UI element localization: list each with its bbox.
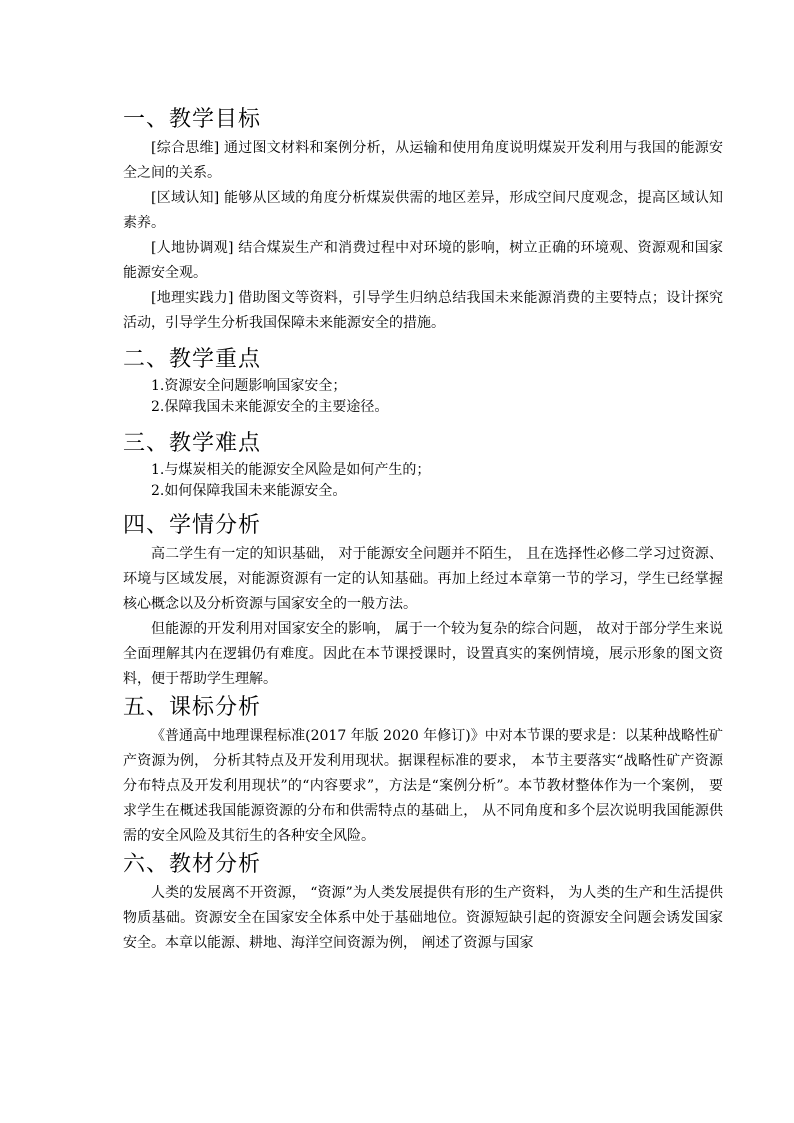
section-title: 一、教学目标: [123, 107, 262, 132]
section-curriculum-standard-analysis: [123, 692, 723, 849]
paragraph: [区域认知] 能够从区域的角度分析煤炭供需的地区差异，形成空间尺度观念，提高区域认知素养。: [123, 190, 723, 231]
section-textbook-analysis: [123, 849, 723, 956]
section-learner-analysis: [123, 510, 723, 692]
paragraph: [人地协调观] 结合煤炭生产和消费过程中对环境的影响，树立正确的环境观、资源观和国家能源安全观。: [123, 240, 723, 281]
document-content: [123, 104, 723, 956]
paragraph: [地理实践力] 借助图文等资料，引导学生归纳总结我国未来能源消费的主要特点；设计探究活动，引导学生分析我国保障未来能源安全的措施。: [123, 290, 723, 331]
section-title: 五、课标分析: [123, 695, 262, 720]
paragraph: 高二学生有一定的知识基础， 对于能源安全问题并不陌生， 且在选择性必修二学习过资源、环境与区域发展，对能源资源有一定的认知基础。再加上经过本章第一节的学习，学生已经掌握核心概念以及分析资源与国家安全的一般方法。: [123, 546, 723, 612]
paragraph: 《普通高中地理课程标准(2017 年版 2020 年修订)》中对本节课的要求是：以某种战略性矿产资源为例， 分析其特点及开发利用现状。据课程标准的要求， 本节主要落实“战略性矿产资源分布特点及开发利用现状”的“内容要求”，方法是“案例分析”。本节教材整体作为一个案例， 要求学生在概述我国能源资源的分布和供需特点的基础上， 从不同角度和多个层次说明我国能源供需的安全风险及其衍生的各种安全风险。: [123, 728, 723, 844]
list-item: 1.资源安全问题影响国家安全；: [151, 378, 347, 394]
section-title: 二、教学重点: [123, 347, 262, 372]
section-teaching-focus: [123, 344, 723, 418]
section-title: 六、教材分析: [123, 852, 262, 877]
paragraph: 但能源的开发利用对国家安全的影响， 属于一个较为复杂的综合问题， 故对于部分学生来说全面理解其内在逻辑仍有难度。因此在本节课授课时，设置真实的案例情境，展示形象的图文资料，便于帮助学生理解。: [123, 621, 723, 687]
list-item: 2.保障我国未来能源安全的主要途径。: [151, 399, 389, 415]
list-item: 1.与煤炭相关的能源安全风险是如何产生的；: [151, 462, 431, 478]
list-item: 2.如何保障我国未来能源安全。: [151, 483, 347, 499]
section-title: 三、教学难点: [123, 431, 262, 456]
paragraph: [综合思维] 通过图文材料和案例分析，从运输和使用角度说明煤炭开发利用与我国的能源安全之间的关系。: [123, 140, 723, 181]
paragraph: 人类的发展离不开资源， “资源”为人类发展提供有形的生产资料， 为人类的生产和生活提供物质基础。资源安全在国家安全体系中处于基础地位。资源短缺引起的资源安全问题会诱发国家安全。本章以能源、耕地、海洋空间资源为例， 阐述了资源与国家: [123, 885, 723, 951]
section-teaching-difficulties: [123, 428, 723, 502]
section-title: 四、学情分析: [123, 513, 262, 538]
section-teaching-objectives: [123, 104, 723, 336]
